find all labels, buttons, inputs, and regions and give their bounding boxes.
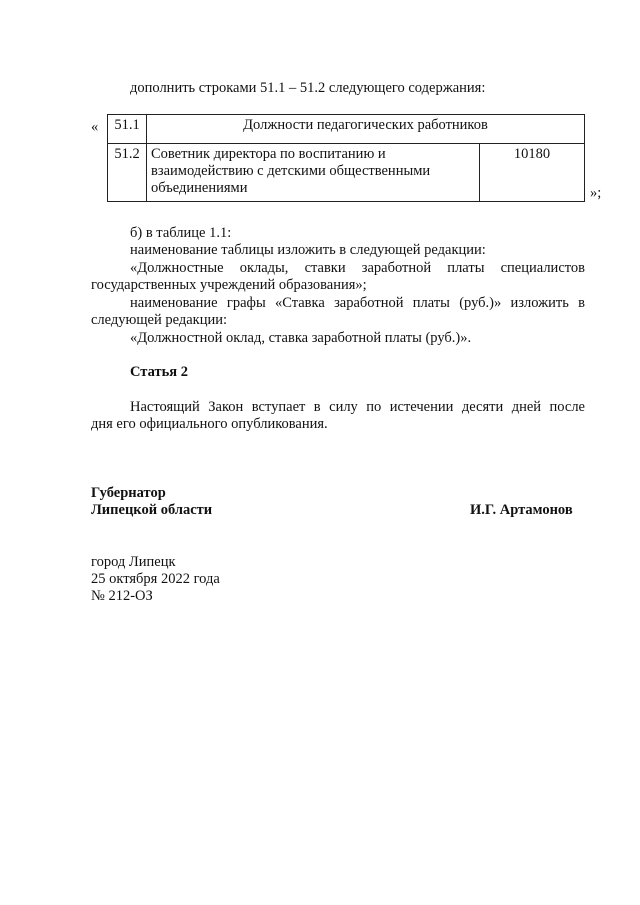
paragraph: б) в таблице 1.1: [130,225,232,241]
table-row [108,115,585,144]
signatory-name: И.Г. Артамонов [470,502,573,518]
description-line: объединениями [151,180,248,196]
paragraph-line: следующей редакции: [91,312,228,328]
footer-law-number: № 212-ОЗ [91,588,153,604]
table-row [108,144,585,202]
quote-open: « [91,119,99,135]
article-text-line: дня его официального опубликования. [91,416,328,432]
row-number: 51.2 [108,144,147,202]
paragraph-line: наименование графы «Ставка заработной платы (руб.)» изложить в [130,295,585,311]
paragraph: наименование таблицы изложить в следующей редакции: [130,242,486,258]
footer-city: город Липецк [91,554,176,570]
description-line: Советник директора по воспитанию и [151,146,386,162]
positions-table [107,114,585,202]
position-description-cell [147,144,480,202]
signatory-region: Липецкой области [91,502,213,518]
intro-line: дополнить строками 51.1 – 51.2 следующего содержания: [130,80,486,96]
article-text-line: Настоящий Закон вступает в силу по истечении десяти дней после [130,399,585,415]
paragraph: «Должностной оклад, ставка заработной платы (руб.)». [130,330,472,346]
article-heading: Статья 2 [130,364,188,380]
salary-value-cell: 10180 [480,144,585,202]
paragraph-line: государственных учреждений образования»; [91,277,367,293]
description-line: взаимодействию с детскими общественными [151,163,431,179]
signatory-title: Губернатор [91,485,166,501]
row-number: 51.1 [108,115,147,144]
footer-date: 25 октября 2022 года [91,571,220,587]
section-title-cell: Должности педагогических работников [147,115,585,144]
paragraph-line: «Должностные оклады, ставки заработной платы специалистов [130,260,585,276]
quote-close: »; [590,185,602,201]
